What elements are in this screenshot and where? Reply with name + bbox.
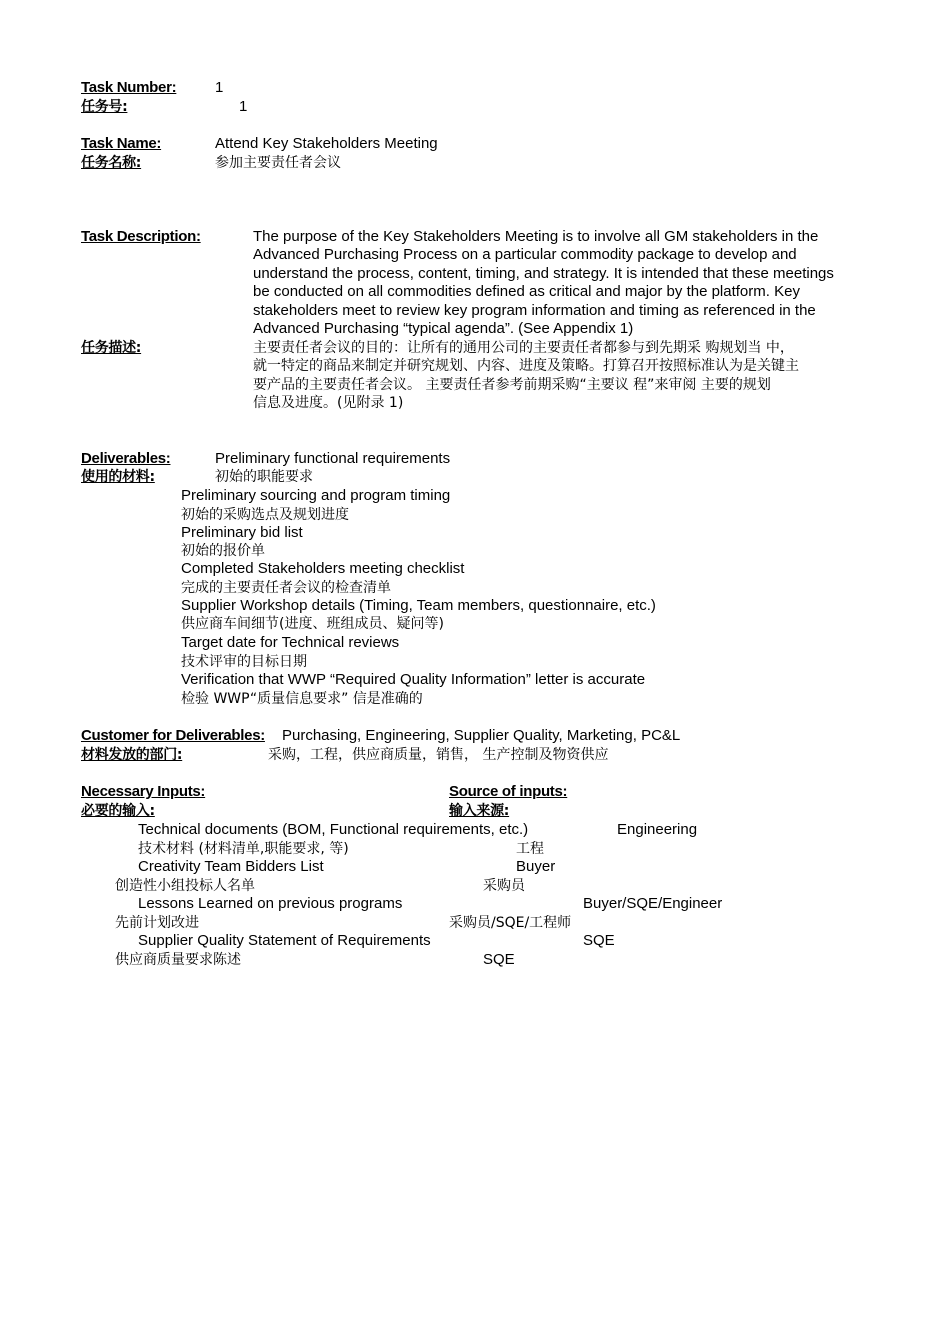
input-item-zh: 创造性小组投标人名单 bbox=[115, 878, 255, 894]
deliverable-item: Preliminary bid list bbox=[181, 524, 303, 541]
desc-line-zh: 就一特定的商品来制定并研究规划、内容、进度及策略。打算召开按照标准认为是关键主 bbox=[253, 358, 799, 375]
desc-line: Advanced Purchasing “typical agenda”. (See Appendix 1) bbox=[253, 320, 634, 338]
input-item: Supplier Quality Statement of Requirements bbox=[138, 932, 431, 949]
desc-line-zh: 要产品的主要责任者会议。 主要责任者参考前期采购“主要议 程”来审阅 主要的规划 bbox=[253, 376, 771, 393]
task-number-value-zh: 1 bbox=[239, 98, 248, 115]
task-name-label: Task Name: bbox=[81, 135, 162, 152]
desc-line: Advanced Purchasing Process on a particular commodity package to develop and bbox=[253, 246, 797, 264]
input-item-zh: 供应商质量要求陈述 bbox=[115, 952, 241, 968]
deliverable-item-zh: 供应商车间细节(进度、班组成员、疑问等) bbox=[181, 616, 444, 632]
deliverables-label-zh: 使用的材料: bbox=[81, 469, 155, 485]
desc-line: stakeholders meet to review key program information and timing as referenced in the bbox=[253, 301, 816, 319]
task-name-value-zh: 参加主要责任者会议 bbox=[215, 155, 341, 171]
deliverables-label: Deliverables: bbox=[81, 450, 171, 467]
input-item-zh: 技术材料 (材料清单,职能要求, 等) bbox=[138, 841, 349, 857]
input-item: Technical documents (BOM, Functional requirements, etc.) bbox=[138, 821, 529, 838]
task-number-value: 1 bbox=[215, 79, 224, 96]
task-number-label-zh: 任务号: bbox=[81, 99, 128, 115]
inputs-label-zh: 必要的输入: bbox=[81, 803, 155, 819]
customer-label-zh: 材料发放的部门: bbox=[81, 747, 183, 763]
input-source-zh: SQE bbox=[483, 951, 515, 968]
input-source: Buyer/SQE/Engineer bbox=[583, 895, 723, 912]
input-source: SQE bbox=[583, 932, 615, 949]
inputs-label: Necessary Inputs: bbox=[81, 783, 206, 800]
customer-label: Customer for Deliverables: bbox=[81, 727, 265, 744]
deliverable-item-zh: 初始的采购选点及规划进度 bbox=[181, 507, 349, 523]
source-label: Source of inputs: bbox=[449, 783, 568, 800]
input-item: Creativity Team Bidders List bbox=[138, 858, 324, 875]
deliverable-item-zh: 技术评审的目标日期 bbox=[181, 654, 307, 670]
task-name-value: Attend Key Stakeholders Meeting bbox=[215, 135, 438, 152]
deliverable-item: Target date for Technical reviews bbox=[181, 634, 400, 651]
desc-line-zh: 信息及进度。(见附录 1) bbox=[253, 395, 404, 412]
task-description-label-zh: 任务描述: bbox=[81, 340, 142, 356]
input-source: Engineering bbox=[617, 821, 698, 838]
desc-line: be conducted on all commodities defined as critical and major by the platform. Key bbox=[253, 283, 800, 301]
input-source: Buyer bbox=[516, 858, 556, 875]
desc-line-zh: 主要责任者会议的目的：让所有的通用公司的主要责任者都参与到先期采 购规划当 中， bbox=[253, 340, 794, 356]
desc-line: The purpose of the Key Stakeholders Meeting is to involve all GM stakeholders in the bbox=[253, 228, 819, 245]
task-name-label-zh: 任务名称: bbox=[81, 155, 142, 171]
deliverable-item-zh: 初始的报价单 bbox=[181, 543, 265, 559]
customer-value: Purchasing, Engineering, Supplier Quality, Marketing, PC&L bbox=[282, 727, 681, 744]
input-source-zh: 采购员 bbox=[483, 878, 525, 894]
deliverable-item-zh: 初始的职能要求 bbox=[215, 469, 313, 485]
input-item-zh: 先前计划改进 bbox=[115, 915, 199, 931]
task-description-zh bbox=[253, 339, 883, 413]
deliverable-item: Supplier Workshop details (Timing, Team members, questionnaire, etc.) bbox=[181, 597, 656, 614]
input-source-zh: 采购员/SQE/工程师 bbox=[449, 915, 572, 931]
source-label-zh: 输入来源: bbox=[449, 803, 510, 819]
input-source-zh: 工程 bbox=[516, 841, 544, 857]
deliverable-item-zh: 完成的主要责任者会议的检查清单 bbox=[181, 580, 391, 596]
deliverable-item: Completed Stakeholders meeting checklist bbox=[181, 560, 465, 577]
desc-line: understand the process, content, timing, and strategy. It is intended that these meetings bbox=[253, 264, 834, 282]
task-number-label: Task Number: bbox=[81, 79, 177, 96]
deliverable-item: Verification that WWP “Required Quality Information” letter is accurate bbox=[181, 671, 646, 688]
input-item: Lessons Learned on previous programs bbox=[138, 895, 403, 912]
deliverable-item-zh: 检验 WWP“质量信息要求” 信是准确的 bbox=[181, 691, 423, 707]
deliverable-item: Preliminary sourcing and program timing bbox=[181, 487, 451, 504]
task-description-en bbox=[253, 228, 883, 338]
task-description-label: Task Description: bbox=[81, 228, 201, 245]
customer-value-zh: 采购，工程，供应商质量，销售， 生产控制及物资供应 bbox=[268, 747, 609, 763]
deliverable-item: Preliminary functional requirements bbox=[215, 450, 451, 467]
